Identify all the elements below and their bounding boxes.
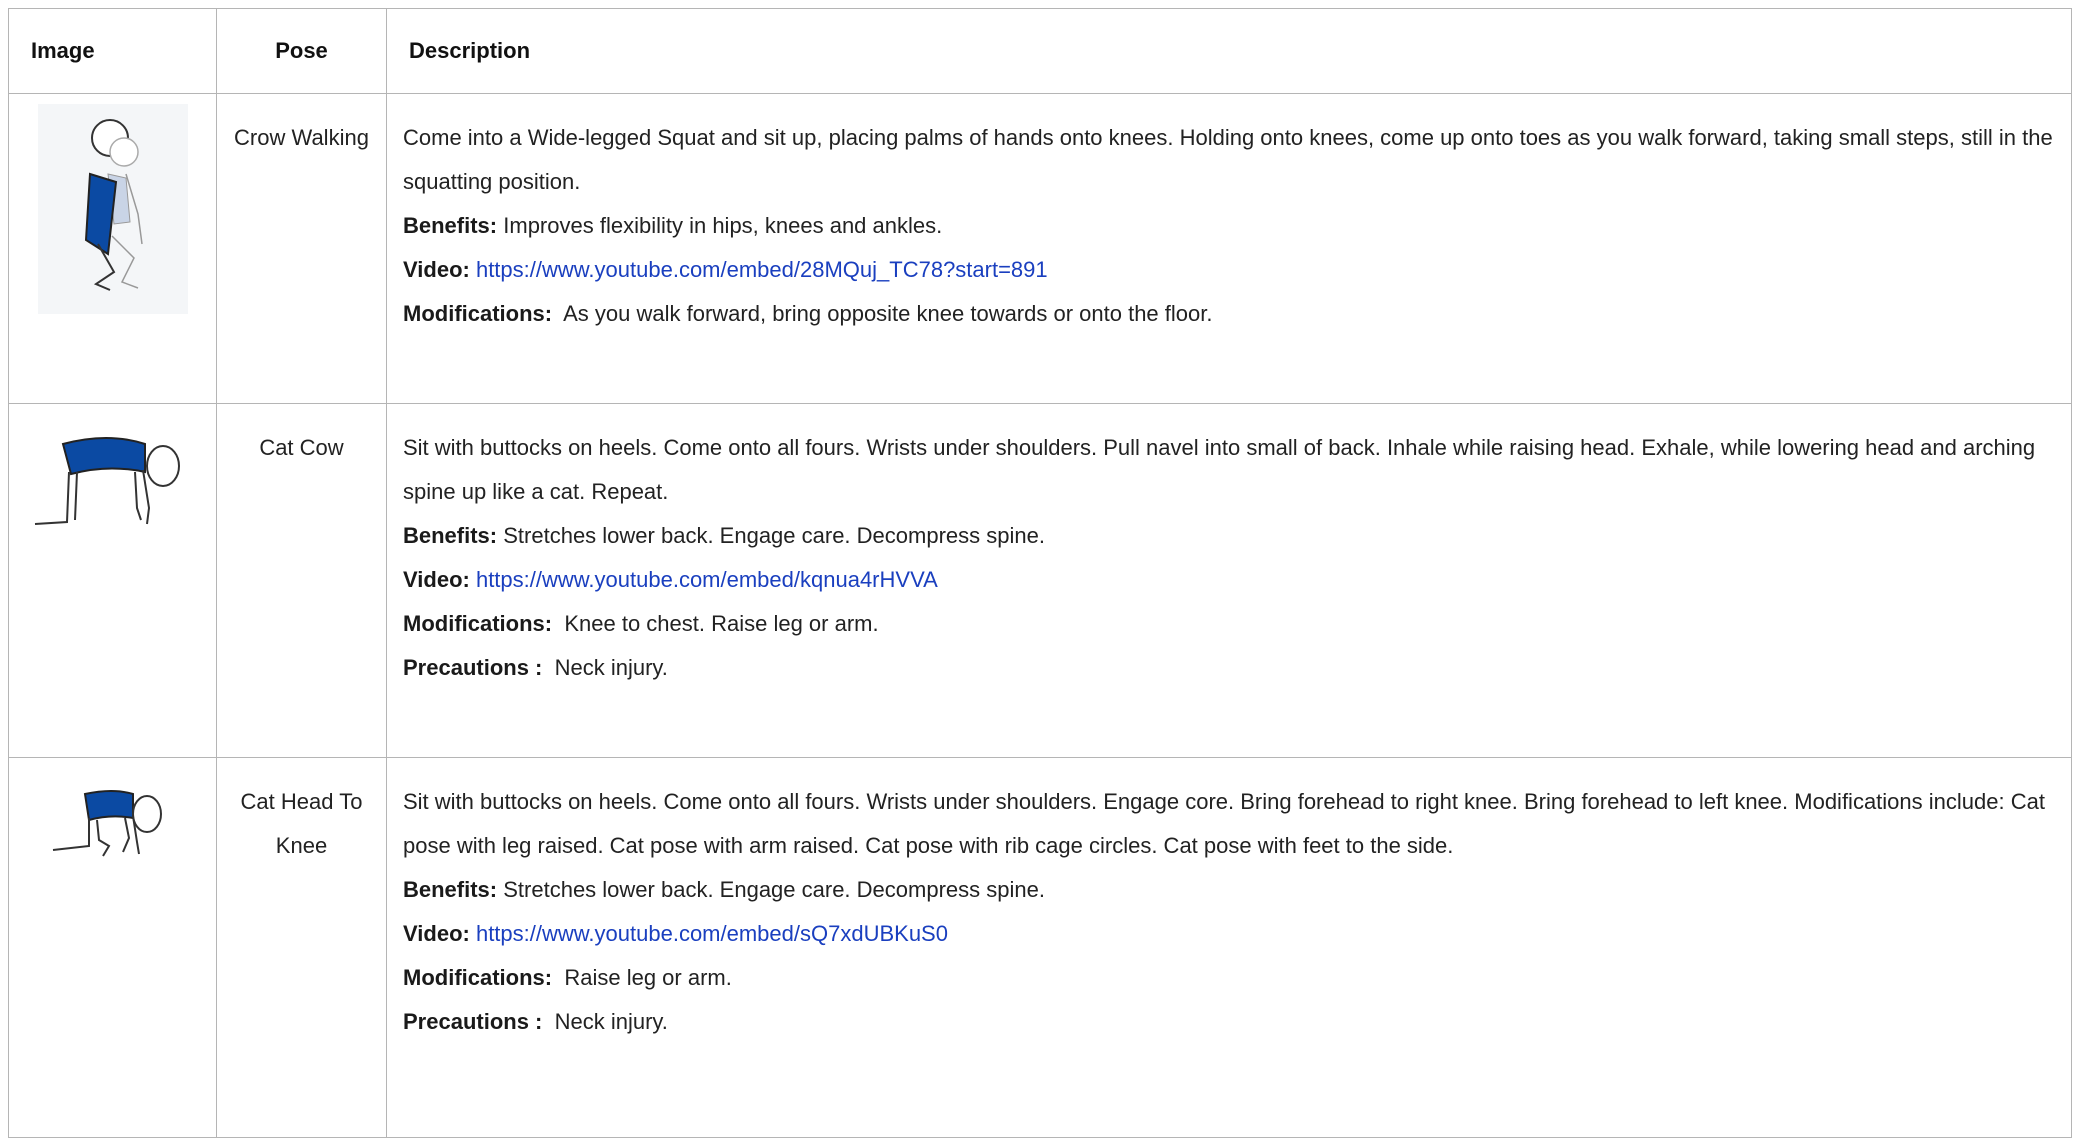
pose-name: Crow Walking — [217, 94, 387, 404]
pose-name: Cat Head To Knee — [217, 758, 387, 1138]
precautions-text: Neck injury. — [554, 1009, 668, 1034]
precautions-line — [403, 1000, 2055, 1044]
benefits-text: Stretches lower back. Engage care. Decompress spine. — [503, 523, 1045, 548]
modifications-line — [403, 956, 2055, 1000]
benefits-text: Improves flexibility in hips, knees and ankles. — [503, 213, 943, 238]
modifications-label: Modifications: — [403, 301, 553, 326]
modifications-label: Modifications: — [403, 965, 553, 990]
video-link[interactable]: https://www.youtube.com/embed/kqnua4rHVVA — [475, 567, 938, 592]
video-label: Video: — [403, 921, 470, 946]
precautions-label: Precautions : — [403, 655, 543, 680]
table-header-row — [9, 9, 2072, 94]
description-text: Come into a Wide-legged Squat and sit up, placing palms of hands onto knees. Holding onto knees, come up onto toes as you walk forward, taking small steps, still in the squatting position. — [403, 125, 2053, 194]
header-image: Image — [9, 9, 217, 94]
pose-image-cell — [9, 94, 217, 404]
modifications-text: Raise leg or arm. — [564, 965, 732, 990]
pose-name: Cat Cow — [217, 404, 387, 758]
modifications-line — [403, 602, 2055, 646]
pose-description-cell — [387, 404, 2072, 758]
pose-description-cell — [387, 94, 2072, 404]
modifications-text: Knee to chest. Raise leg or arm. — [564, 611, 879, 636]
cat-cow-figure-icon — [23, 414, 203, 534]
benefits-label: Benefits: — [403, 523, 498, 548]
pose-image-cell — [9, 758, 217, 1138]
modifications-label: Modifications: — [403, 611, 553, 636]
pose-image-cell — [9, 404, 217, 758]
precautions-line — [403, 646, 2055, 690]
benefits-line — [403, 204, 2055, 248]
header-pose: Pose — [217, 9, 387, 94]
modifications-text: As you walk forward, bring opposite knee towards or onto the floor. — [563, 301, 1213, 326]
video-label: Video: — [403, 567, 470, 592]
benefits-line — [403, 514, 2055, 558]
video-line — [403, 912, 2055, 956]
video-line — [403, 558, 2055, 602]
video-label: Video: — [403, 257, 470, 282]
precautions-text: Neck injury. — [554, 655, 668, 680]
video-line — [403, 248, 2055, 292]
video-link[interactable]: https://www.youtube.com/embed/28MQuj_TC78?start=891 — [475, 257, 1048, 282]
table-row — [9, 94, 2072, 404]
table-row — [9, 404, 2072, 758]
cat-head-to-knee-figure-icon — [33, 768, 193, 868]
modifications-line — [403, 292, 2055, 336]
description-text: Sit with buttocks on heels. Come onto all fours. Wrists under shoulders. Engage core. Bring forehead to right knee. Bring forehead to left knee. Modifications include: Cat pose with leg raised. Cat pose with arm raised. Cat pose with rib cage circles. Cat pose with feet to the side. — [403, 789, 2045, 858]
benefits-line — [403, 868, 2055, 912]
benefits-label: Benefits: — [403, 877, 498, 902]
header-description: Description — [387, 9, 2072, 94]
precautions-label: Precautions : — [403, 1009, 543, 1034]
benefits-text: Stretches lower back. Engage care. Decompress spine. — [503, 877, 1045, 902]
benefits-label: Benefits: — [403, 213, 498, 238]
crow-walking-figure-icon — [38, 104, 188, 314]
table-row — [9, 758, 2072, 1138]
pose-description-cell — [387, 758, 2072, 1138]
poses-table — [8, 8, 2072, 1138]
description-text: Sit with buttocks on heels. Come onto all fours. Wrists under shoulders. Pull navel into small of back. Inhale while raising head. Exhale, while lowering head and arching spine up like a cat. Repeat. — [403, 435, 2036, 504]
video-link[interactable]: https://www.youtube.com/embed/sQ7xdUBKuS0 — [475, 921, 948, 946]
